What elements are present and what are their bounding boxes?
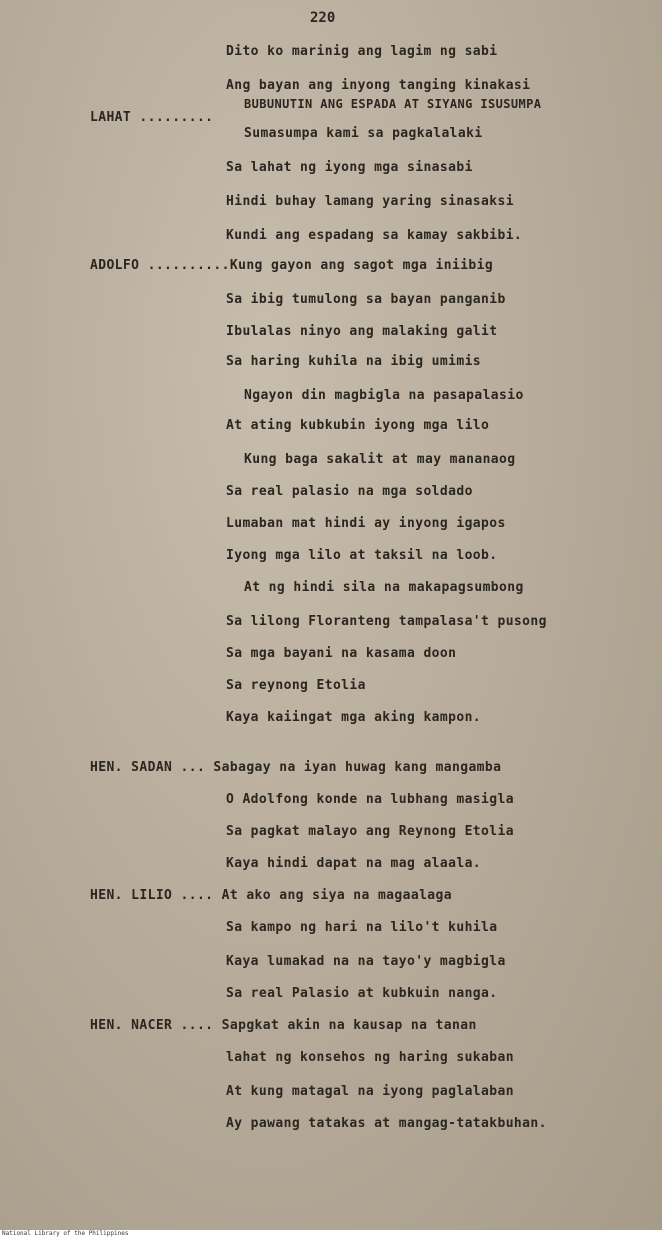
speaker-label: HEN. NACER .... [90, 1018, 214, 1033]
verse-line: Kaya hindi dapat na mag alaala. [226, 856, 482, 871]
verse-line: Sa real Palasio at kubkuin nanga. [226, 986, 498, 1001]
verse-line: Sa kampo ng hari na lilo't kuhila [226, 920, 498, 935]
verse-line: At ating kubkubin iyong mga lilo [226, 418, 490, 433]
speaker-line: HEN. NACER .... Sapgkat akin na kausap na tanan [90, 1018, 477, 1033]
verse-line: At ng hindi sila na makapagsumbong [244, 580, 524, 595]
verse-line: Sa ibig tumulong sa bayan panganib [226, 292, 506, 307]
speaker-line: HEN. SADAN ... Sabagay na iyan huwag kang mangamba [90, 760, 502, 775]
verse-line: Lumaban mat hindi ay inyong igapos [226, 516, 506, 531]
verse-line: Hindi buhay lamang yaring sinasaksi [226, 194, 514, 209]
verse-line: Ang bayan ang inyong tanging kinakasi [226, 78, 531, 93]
verse-line: Kundi ang espadang sa kamay sakbibi. [226, 228, 523, 243]
verse-line: Ngayon din magbigla na pasapalasio [244, 388, 524, 403]
verse-line: lahat ng konsehos ng haring sukaban [226, 1050, 514, 1065]
speaker-line: ADOLFO ..........Kung gayon ang sagot mga iniibig [90, 258, 494, 273]
speaker-label: LAHAT ......... [90, 110, 214, 125]
verse-line: Ay pawang tatakas at mangag-tatakbuhan. [226, 1116, 547, 1131]
page-number: 220 [310, 10, 336, 26]
verse-line: Dito ko marinig ang lagim ng sabi [226, 44, 498, 59]
verse-line: Kaya lumakad na na tayo'y magbigla [226, 954, 506, 969]
verse-line: Sa lahat ng iyong mga sinasabi [226, 160, 473, 175]
speaker-label: HEN. LILIO .... [90, 888, 214, 903]
speaker-label: HEN. SADAN ... [90, 760, 206, 775]
verse-line: Kung baga sakalit at may mananaog [244, 452, 516, 467]
verse-line: Sumasumpa kami sa pagkalalaki [244, 126, 483, 141]
verse-line: Ibulalas ninyo ang malaking galit [226, 324, 498, 339]
library-footer: National Library of the Philippines [2, 1230, 129, 1237]
verse-line: Sa haring kuhila na ibig umimis [226, 354, 482, 369]
speaker-label: ADOLFO .......... [90, 258, 230, 273]
verse-line: At kung matagal na iyong paglalaban [226, 1084, 514, 1099]
verse-line: Iyong mga lilo at taksil na loob. [226, 548, 498, 563]
stage-direction: BUBUNUTIN ANG ESPADA AT SIYANG ISUSUMPA [244, 97, 542, 111]
verse-line: Sa reynong Etolia [226, 678, 366, 693]
verse-line: Sa real palasio na mga soldado [226, 484, 473, 499]
verse-line: Sa lilong Floranteng tampalasa't pusong [226, 614, 547, 629]
verse-line: O Adolfong konde na lubhang masigla [226, 792, 514, 807]
verse-line: Sa pagkat malayo ang Reynong Etolia [226, 824, 514, 839]
verse-line: Kaya kaiingat mga aking kampon. [226, 710, 482, 725]
speaker-line: HEN. LILIO .... At ako ang siya na magaalaga [90, 888, 452, 903]
verse-line: Sa mga bayani na kasama doon [226, 646, 457, 661]
